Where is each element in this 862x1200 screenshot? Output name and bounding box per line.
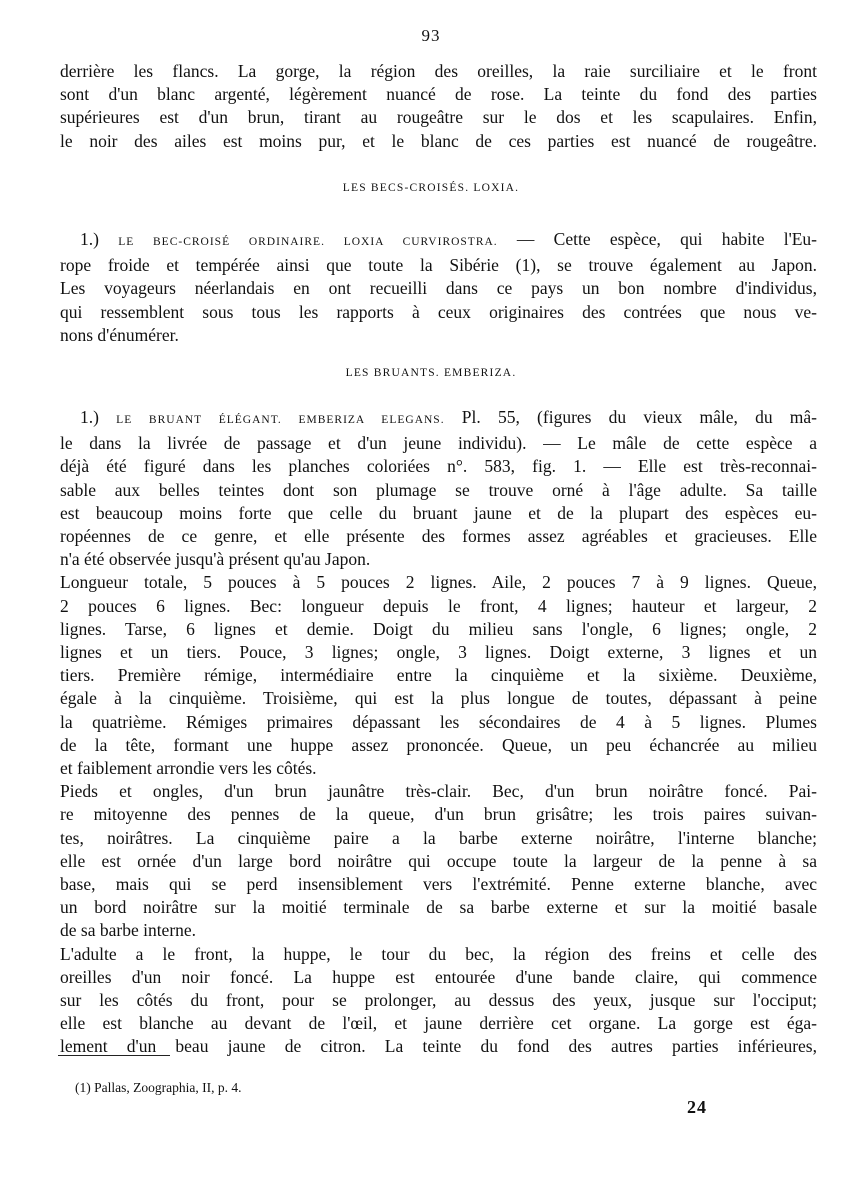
text-line: tes, noirâtres. La cinquième paire a la barbe externe noirâtre, l'interne blanche; [60,827,817,848]
entry-loxia-curvirostra [60,228,817,347]
text-line: Les voyageurs néerlandais en ont recueilli dans ce pays un bon nombre d'individus, [60,278,817,299]
entry-species-name: LE BEC-CROISÉ ORDINAIRE. LOXIA CURVIROSTRA. [118,236,498,248]
text-line: qui ressemblent sous tous les rapports à ceux originaires des contrées que nous ve- [60,301,817,322]
entry-first-line [60,228,817,254]
text-line: le dans la livrée de passage et d'un jeune individu). — Le mâle de cette espèce a [60,433,817,454]
text-line: elle est ornée d'un large bord noirâtre qui occupe toute la largeur de la penne à sa [60,850,817,871]
text-line: et faiblement arrondie vers les côtés. [60,758,317,779]
entry-number: 1.) [80,229,99,249]
entry-number: 1.) [80,407,99,427]
text-line: la quatrième. Rémiges primaires dépassant les sécondaires de 4 à 5 lignes. Plumes [60,711,817,732]
text-line: de sa barbe interne. [60,920,197,941]
entry-first-line [60,406,817,432]
text-line: Longueur totale, 5 pouces à 5 pouces 2 lignes. Aile, 2 pouces 7 à 9 lignes. Queue, [60,572,817,593]
text-line: lement d'un beau jaune de citron. La teinte du fond des autres parties inférieures, [60,1036,817,1057]
text-line: égale à la cinquième. Troisième, qui est la plus longue de toutes, dépassant à peine [60,688,817,709]
text-line: lignes. Tarse, 6 lignes et demie. Doigt du milieu sans l'ongle, 6 lignes; ongle, 2 [60,618,817,639]
top-paragraph [60,60,817,153]
text-line: rope froide et tempérée ainsi que toute la Sibérie (1), se trouve également au Japon. [60,255,817,276]
text-line: supérieures est d'un brun, tirant au rougeâtre sur le dos et les scapulaires. Enfin, [60,107,817,128]
page-number: 93 [421,26,441,45]
entry-species-name: LE BRUANT ÉLÉGANT. EMBERIZA ELEGANS. [116,414,445,426]
footnote-divider [58,1055,170,1056]
text-line: L'adulte a le front, la huppe, le tour du bec, la région des freins et celle des [60,943,817,964]
text-line: sur les côtés du front, pour se prolonger, au dessus des yeux, jusque sur l'occiput; [60,990,817,1011]
text-line: 2 pouces 6 lignes. Bec: longueur depuis le front, 4 lignes; hauteur et largeur, 2 [60,595,817,616]
text-line: n'a été observée jusqu'à présent qu'au Japon. [60,549,371,570]
entry-emberiza-elegans [60,406,817,1059]
signature-mark: 24 [687,1097,707,1117]
text-line: base, mais qui se perd insensiblement vers l'extrémité. Penne externe blanche, avec [60,874,817,895]
text-line: oreilles d'un noir foncé. La huppe est entourée d'une bande claire, qui commence [60,966,817,987]
footnote: (1) Pallas, Zoographia, II, p. 4. [75,1080,242,1095]
text-line: ropéennes de ce genre, et elle présente des formes assez agréables et gracieuses. Elle [60,526,817,547]
text-line: le noir des ailes est moins pur, et le blanc de ces parties est nuancé de rougeâtre. [60,130,817,151]
text-line: nons d'énumérer. [60,324,179,345]
text-line: sont d'un blanc argenté, légèrement nuancé de rose. La teinte du fond des parties [60,84,817,105]
entry-first-line-rest: Pl. 55, (figures du vieux mâle, du mâ- [444,407,817,427]
text-line: déjà été figuré dans les planches coloriées n°. 583, fig. 1. — Elle est très-reconnai- [60,456,817,477]
section-heading-emberiza: LES BRUANTS. EMBERIZA. [345,367,517,379]
text-line: elle est blanche au devant de l'œil, et jaune derrière cet organe. La gorge est éga- [60,1013,817,1034]
text-line: de la tête, formant une huppe assez prononcée. Queue, un peu échancrée au milieu [60,734,817,755]
text-line: lignes et un tiers. Pouce, 3 lignes; ongle, 3 lignes. Doigt externe, 3 lignes et un [60,642,817,663]
entry-first-line-rest: — Cette espèce, qui habite l'Eu- [497,229,818,249]
section-heading-loxia: LES BECS-CROISÉS. LOXIA. [342,182,520,194]
text-line: derrière les flancs. La gorge, la région des oreilles, la raie surciliaire et le front [60,61,817,81]
text-line: re mitoyenne des pennes de la queue, d'un brun grisâtre; les trois paires suivan- [60,804,817,825]
text-line: sable aux belles teintes dont son plumage se trouve orné à l'âge adulte. Sa taille [60,479,817,500]
text-line: tiers. Première rémige, intermédiaire entre la cinquième et la sixième. Deuxième, [60,665,817,686]
text-line: est beaucoup moins forte que celle du bruant jaune et de la plupart des espèces eu- [60,502,817,523]
text-line: un bord noirâtre sur la moitié terminale de sa barbe externe et sur la moitié basale [60,897,817,918]
text-line: Pieds et ongles, d'un brun jaunâtre très-clair. Bec, d'un brun noirâtre foncé. Pai- [60,781,817,802]
